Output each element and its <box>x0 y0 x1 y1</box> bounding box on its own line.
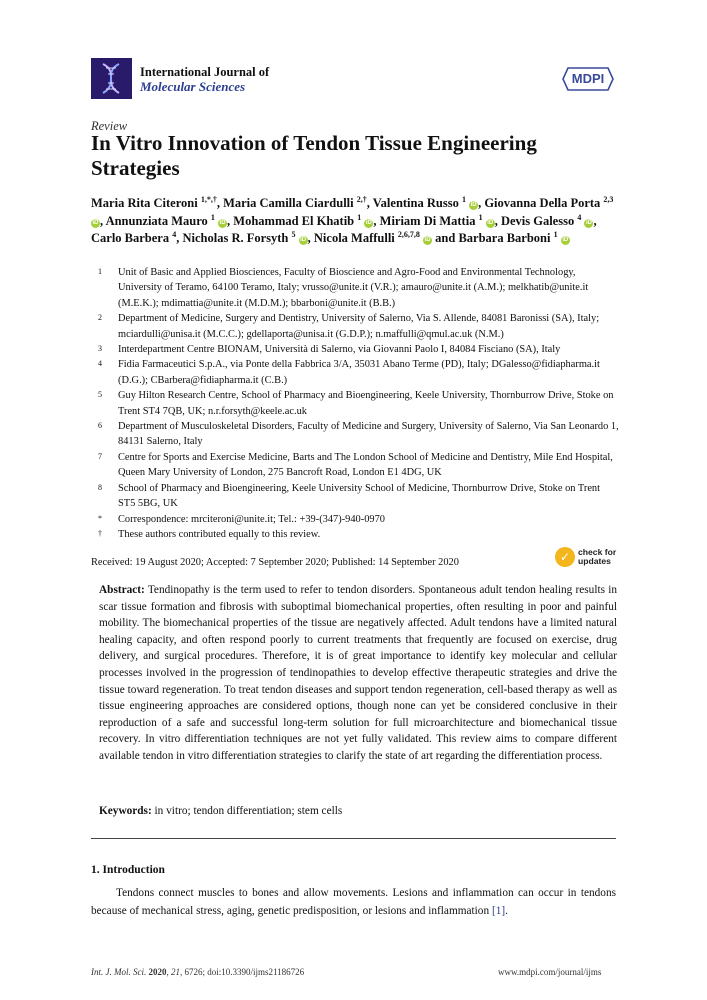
footer-volume: 21 <box>171 967 180 977</box>
author <box>501 214 594 228</box>
affiliation-text: Department of Medicine, Surgery and Dentistry, University of Salerno, Via S. Allende, 84081 Baronissi (SA), Italy; mciardulli@unisa.it (M.C.C.); gdellaporta@unisa.it (G.D.P.); n.maffulli@qmul.ac.uk (N.M.) <box>118 313 600 340</box>
affiliation-text: Guy Hilton Research Centre, School of Pharmacy and Bioengineering, Keele University, Thornburrow Drive, Stoke on Trent ST4 7QB, UK; n.r.forsyth@keele.ac.uk <box>118 390 614 417</box>
orcid-icon[interactable]: iD <box>365 219 372 226</box>
author-name: Annunziata Mauro <box>105 213 208 228</box>
author-list: Maria Rita Citeroni $^{1,*,\dagger}$, Maria Camilla Ciardulli $^{2,\dagger}$, Valentina Russo $^1$ iD , Giovanna Della Porta $^{2,3}$ iD , Annunziata Mauro $^1$ iD , Mohammad El Khatib $^1$ iD , Miriam Di Mattia $^1$ iD , Devis Galesso $^4$ iD , Carlo Barbera $^4$, Nicholas R. Forsyth $^5$ iD , Nicola Maffulli $^{2,6,7,8}$ iD and Barbara Barboni $^1$ iD <box>91 195 614 245</box>
affiliation-number: 7 <box>98 451 102 461</box>
orcid-icon[interactable]: iD <box>424 237 431 243</box>
footer-journal-abbrev: Int. J. Mol. Sci. <box>91 967 147 977</box>
check-updates-line2: updates <box>578 556 611 566</box>
author-affiliation-mark: 1 <box>461 195 466 204</box>
check-updates-icon: ✓ <box>555 547 575 567</box>
author-name: Devis Galesso <box>500 213 575 228</box>
author-affiliation-mark: 2,3 <box>603 195 614 204</box>
affiliation-item <box>91 419 619 450</box>
footer-year: 2020 <box>148 967 167 977</box>
author-name: Mohammad El Khatib <box>233 213 355 228</box>
section-divider <box>91 838 616 839</box>
orcid-icon[interactable]: iD <box>470 202 477 208</box>
footer-citation: Int. J. Mol. Sci. 2020, 21, 6726; doi:10.3390/ijms21186726 <box>91 967 305 977</box>
orcid-icon[interactable]: iD <box>219 219 226 226</box>
affiliation-text: Interdepartment Centre BIONAM, Università di Salerno, via Giovanni Paolo I, 84084 Fisciano (SA), Italy <box>118 344 561 356</box>
author-affiliation-mark: 1 <box>478 212 483 222</box>
article-title: In Vitro Innovation of Tendon Tissue Engineering Strategies <box>91 131 537 180</box>
footer-doi: , 6726; doi:10.3390/ijms21186726 <box>180 967 305 977</box>
affiliation-item <box>91 481 619 512</box>
citation-link[interactable]: [1] <box>491 904 506 917</box>
author-affiliation-mark: 1,*,† <box>200 195 217 204</box>
journal-name-line1: International Journal of <box>140 65 270 79</box>
affiliation-number: 8 <box>98 482 102 492</box>
author <box>106 214 227 228</box>
author-name: Carlo Barbera <box>91 231 170 245</box>
abstract-label: Abstract: <box>99 584 145 596</box>
affiliation-text: Department of Musculoskeletal Disorders, Faculty of Medicine and Surgery, University of Salerno, Via San Leonardo 1, 84131 Salerno, Italy <box>118 421 619 448</box>
abstract-text: Tendinopathy is the term used to refer to tendon disorders. Spontaneous adult tendon healing results in scar tissue formation and fibrosis with suboptimal biomechanical properties, often resulting in poor and painful mobility. The biomechanical properties of the tissue are negatively affected. Adult tendons have a limited natural healing capacity, and often respond poorly to current treatments that frequently are focused on exercise, drug delivery, and surgical procedures. Therefore, it is of great importance to identify key molecular and cellular processes involved in the progression of tendinopathies to develop effective therapeutic strategies and drive the tissue toward regeneration. To treat tendon diseases and support tendon regeneration, cell-based therapy as well as tissue engineering approaches are considered options, though none can yet be considered conclusive in their reproduction of a safe and successful long-term solution for full microarchitecture and biomechanical tissue recovery. In vitro differentiation techniques are not yet fully validated. This review aims to compare different available tendon in vitro differentiation strategies to clarify the state of art regarding the differentiation process. <box>99 584 617 762</box>
author-affiliation-mark: 1 <box>553 230 558 239</box>
author <box>182 231 307 245</box>
article-type: Review <box>91 119 128 133</box>
affiliation-number: 3 <box>98 344 102 354</box>
affiliation-text: School of Pharmacy and Bioengineering, Keele University School of Medicine, Thornburrow Drive, Stoke on Trent ST5 5BG, UK <box>118 482 601 510</box>
introduction-text: Tendons connect muscles to bones and allow movements. Lesions and inflammation can occur in tendons because of mechanical stress, aging, genetic predisposition, or lesions and inflammation <box>91 887 616 917</box>
affiliation-number: 4 <box>98 359 102 369</box>
affiliation-text: Correspondence: mrciteroni@unite.it; Tel.: +39-(347)-940-0970 <box>118 513 385 525</box>
author-name: Maria Camilla Ciardulli <box>223 196 354 210</box>
journal-name-line2: Molecular Sciences <box>140 79 246 94</box>
keywords-text: in vitro; tendon differentiation; stem cells <box>154 805 343 817</box>
affiliation-number: 2 <box>98 313 102 323</box>
journal-logo <box>91 58 132 99</box>
author-name: Valentina Russo <box>372 196 459 210</box>
check-for-updates-badge[interactable] <box>555 545 625 569</box>
abstract <box>99 582 617 765</box>
author <box>458 231 569 245</box>
author <box>91 231 176 245</box>
author-affiliation-mark: 4 <box>172 230 177 239</box>
keywords <box>99 805 342 817</box>
affiliation-item <box>91 388 619 419</box>
author-name: Barbara Barboni <box>458 231 551 245</box>
author-affiliation-mark: 4 <box>577 212 582 222</box>
orcid-icon[interactable]: iD <box>585 219 592 226</box>
affiliation-text: Unit of Basic and Applied Biosciences, Faculty of Bioscience and Agro-Food and Environmental Technology, University of Teramo, 64100 Teramo, Italy; vrusso@unite.it (V.R.); amauro@unite.it (A.M.); melkhatib@unite.it (M.E.K.); mdimattia@unite.it (M.D.M.); bbarboni@unite.it (B.B.) <box>118 267 589 309</box>
author-affiliation-mark: 2,6,7,8 <box>397 230 420 239</box>
affiliation-number: 5 <box>98 390 102 400</box>
affiliation-number: † <box>98 528 102 538</box>
publication-dates: Received: 19 August 2020; Accepted: 7 September 2020; Published: 14 September 2020 <box>91 557 459 568</box>
author <box>373 196 478 210</box>
orcid-icon[interactable]: iD <box>562 237 569 243</box>
author-name: Nicola Maffulli <box>313 231 395 245</box>
affiliation-text: Centre for Sports and Exercise Medicine, Barts and The London School of Medicine and Dentistry, Mile End Hospital, Queen Mary University of London, 275 Bancroft Road, London E1 4DG, UK <box>118 451 613 479</box>
author-name: Maria Rita Citeroni <box>91 196 198 210</box>
introduction-paragraph <box>91 885 616 920</box>
mdpi-logo <box>562 66 614 92</box>
footer-url[interactable]: www.mdpi.com/journal/ijms <box>498 967 602 977</box>
affiliation-item <box>91 527 619 542</box>
affiliation-item <box>91 357 619 388</box>
affiliation-text: These authors contributed equally to this review. <box>118 528 321 540</box>
author <box>233 214 373 228</box>
author-affiliation-mark: 2,† <box>356 195 367 204</box>
author-name: Giovanna Della Porta <box>484 196 601 210</box>
author <box>380 214 495 228</box>
publisher-name: MDPI <box>571 71 605 86</box>
author-affiliation-mark: 1 <box>210 212 215 222</box>
author <box>91 196 217 210</box>
author-affiliation-mark: 5 <box>291 230 296 239</box>
section-heading-introduction: 1. Introduction <box>91 864 165 876</box>
affiliation-text: Fidia Farmaceutici S.p.A., via Ponte della Fabbrica 3/A, 35031 Abano Terme (PD), Italy; DGalesso@fidiapharma.it (D.G.); CBarbera@fidiapharma.it (C.B.) <box>118 359 600 386</box>
keywords-label: Keywords: <box>99 805 152 817</box>
affiliation-number: 1 <box>98 267 102 276</box>
affiliation-item <box>91 265 619 311</box>
affiliation-number: * <box>98 513 102 523</box>
dna-helix-icon <box>91 58 132 99</box>
affiliation-number: 6 <box>98 421 102 431</box>
introduction-end: . <box>505 904 508 917</box>
author-affiliation-mark: 1 <box>357 212 362 222</box>
affiliation-item <box>91 450 619 481</box>
affiliation-item <box>91 311 619 342</box>
author <box>314 231 432 245</box>
affiliation-item <box>91 512 619 527</box>
orcid-icon[interactable]: iD <box>92 219 99 226</box>
orcid-icon[interactable]: iD <box>487 219 494 226</box>
affiliation-list <box>91 265 619 542</box>
authors-joiner: and <box>435 231 456 245</box>
author-name: Miriam Di Mattia <box>379 213 476 228</box>
check-updates-line1: check for <box>578 547 617 557</box>
author-name: Nicholas R. Forsyth <box>182 231 289 245</box>
orcid-icon[interactable]: iD <box>300 237 307 243</box>
author <box>223 196 367 210</box>
affiliation-item <box>91 342 619 357</box>
